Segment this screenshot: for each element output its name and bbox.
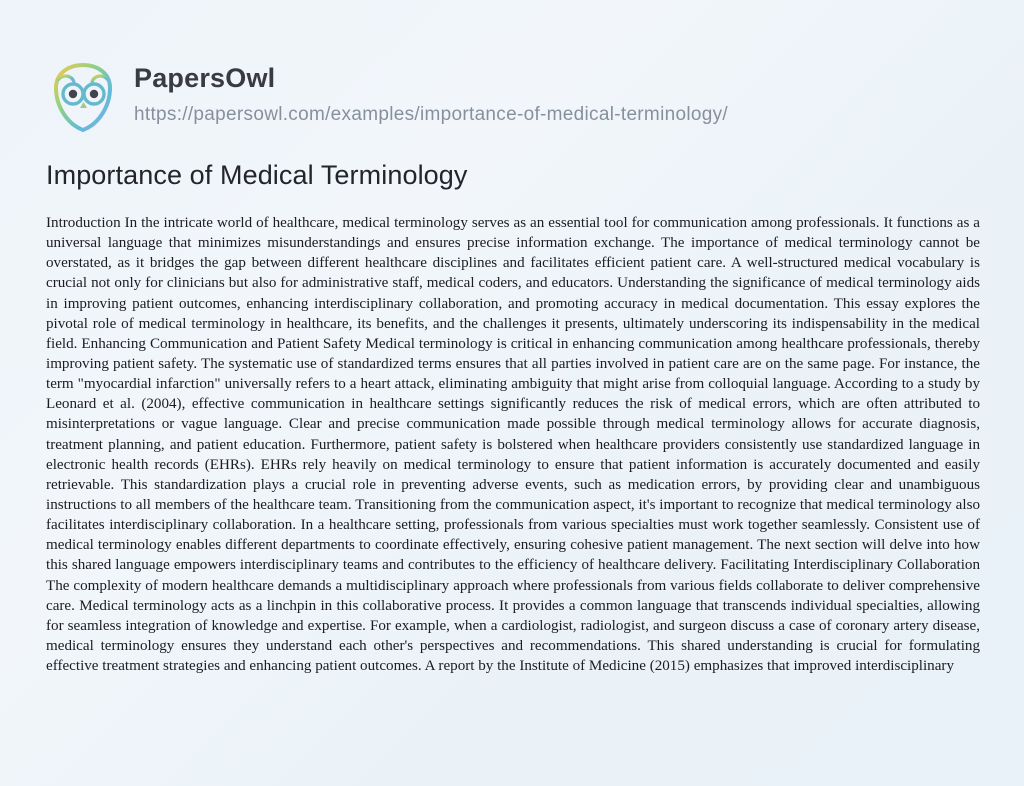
brand-name: PapersOwl xyxy=(134,63,276,93)
brand-block xyxy=(134,56,728,126)
source-url[interactable]: https://papersowl.com/examples/importance-of-medical-terminology/ xyxy=(134,103,728,125)
page-title: Importance of Medical Terminology xyxy=(46,160,468,190)
owl-logo-icon[interactable] xyxy=(44,58,122,136)
essay-body-text: Introduction In the intricate world of healthcare, medical terminology serves as an essential tool for communication among professionals. It functions as a universal language that minimizes misunderstandings and ensures precise information exchange. The importance of medical terminology cannot be overstated, as it bridges the gap between different healthcare disciplines and facilitates efficient patient care. A well-structured medical vocabulary is crucial not only for clinicians but also for administrative staff, medical coders, and educators. Understanding the significance of medical terminology aids in improving patient outcomes, enhancing interdisciplinary collaboration, and promoting accuracy in medical documentation. This essay explores the pivotal role of medical terminology in healthcare, its benefits, and the challenges it presents, ultimately underscoring its indispensability in the medical field. Enhancing Communication and Patient Safety Medical terminology is critical in enhancing communication among healthcare professionals, thereby improving patient safety. The systematic use of standardized terms ensures that all parties involved in patient care are on the same page. For instance, the term "myocardial infarction" universally refers to a heart attack, eliminating ambiguity that might arise from colloquial language. According to a study by Leonard et al. (2004), effective communication in healthcare settings significantly reduces the risk of medical errors, which are often attributed to misinterpretations or vague language. Clear and precise communication made possible through medical terminology allows for accurate diagnosis, treatment planning, and patient education. Furthermore, patient safety is bolstered when healthcare providers consistently use standardized language in electronic health records (EHRs). EHRs rely heavily on medical terminology to ensure that patient information is accurately documented and easily retrievable. This standardization plays a crucial role in preventing adverse events, such as medication errors, by providing clear and unambiguous instructions to all members of the healthcare team. Transitioning from the communication aspect, it's important to recognize that medical terminology also facilitates interdisciplinary collaboration. In a healthcare setting, professionals from various specialties must work together seamlessly. Consistent use of medical terminology enables different departments to coordinate effectively, ensuring cohesive patient management. The next section will delve into how this shared language empowers interdisciplinary teams and contributes to the efficiency of healthcare delivery. Facilitating Interdisciplinary Collaboration The complexity of modern healthcare demands a multidisciplinary approach where professionals from various fields collaborate to deliver comprehensive care. Medical terminology acts as a linchpin in this collaborative process. It provides a common language that transcends individual specialties, allowing for seamless integration of knowledge and expertise. For example, when a cardiologist, radiologist, and surgeon discuss a case of coronary artery disease, medical terminology ensures they understand each other's perspectives and recommendations. This shared understanding is crucial for formulating effective treatment strategies and enhancing patient outcomes. A report by the Institute of Medicine (2015) emphasizes that improved interdisciplinary xyxy=(46,215,980,675)
document-content xyxy=(46,160,980,676)
site-header xyxy=(44,56,980,140)
